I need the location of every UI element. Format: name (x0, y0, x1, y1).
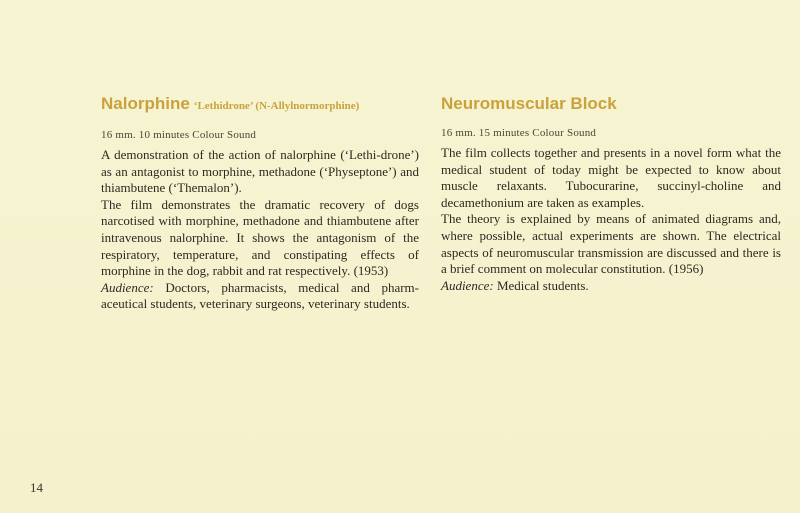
entry-description: The film demonstrates the dramatic recovery of dogs narcotised with morphine, methadone and thiambutene after intravenous nalorphine. It shows the antagonism of the respiratory, temperature, and constipating effects of morphine in the dog, rabbit and rat respectively. (1953) (101, 196, 419, 279)
entry-audience (101, 280, 419, 313)
entry-subtitle: ‘Lethidrone’ (N-Allylnormorphine) (193, 100, 360, 112)
entry-audience (441, 278, 781, 295)
entry-meta: 16 mm. 15 minutes Colour Sound (441, 127, 597, 139)
entry-description: The film collects together and presents in a novel form what the medical student of today might be expected to know about muscle relaxants. Tubocurarine, succinyl-choline and decamethonium are taken as examples. (441, 145, 781, 210)
entry-title-text: Nalorphine (101, 94, 190, 113)
entry-title: Neuromuscular Block (441, 94, 617, 113)
audience-text: Medical students. (493, 277, 589, 293)
entry-neuromuscular-block (441, 93, 781, 294)
entry-title (101, 93, 419, 117)
entry-nalorphine (101, 93, 419, 313)
entry-description: The theory is explained by means of animated diagrams and, where possible, actual experiments are shown. The electrical aspects of neuromuscular transmission are discussed and there is a brief comment on molecular constitution. (1956) (441, 211, 781, 277)
entry-meta: 16 mm. 10 minutes Colour Sound (101, 129, 257, 141)
audience-label: Audience: (441, 277, 494, 293)
entry-description: A demonstration of the action of nalorphine (‘Lethi-drone’) as an antagonist to morphine, methadone (‘Physeptone’) and thiambutene (‘Themalon’). (101, 147, 419, 196)
audience-label: Audience: (101, 279, 154, 295)
audience-text: Doctors, pharmacists, medical and pharm-aceutical students, veterinary surgeons, veterinary students. (101, 279, 419, 312)
page-number: 14 (30, 480, 43, 495)
